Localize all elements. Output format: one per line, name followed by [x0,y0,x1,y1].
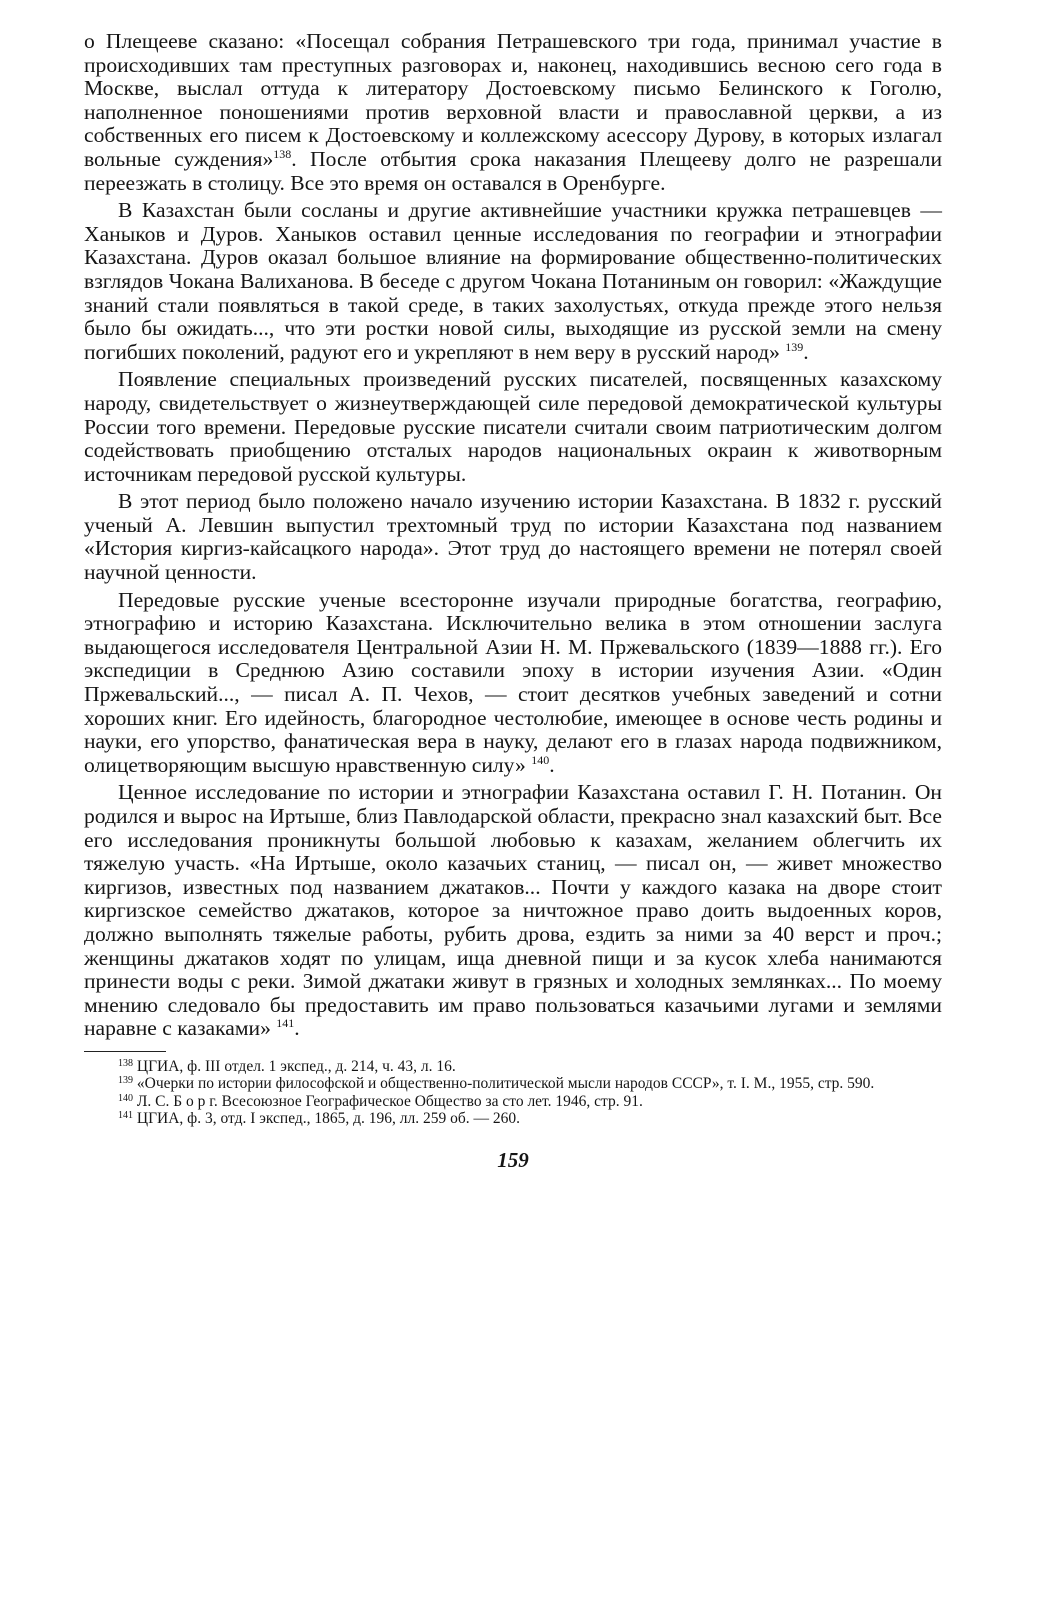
paragraph-text: В этот период было положено начало изучению истории Казахстана. В 1832 г. русский ученый А. Левшин выпустил трехтомный труд по истории Казахстана под названием «История киргиз-кайсацкого народа». Этот труд до настоящего времени не потерял своей научной ценности. [84,489,942,585]
paragraph-text: Передовые русские ученые всесторонне изучали природные богатства, географию, этнографию и историю Казахстана. Исключительно велика в этом отношении заслуга выдающегося исследователя Центральной Азии Н. М. Пржевальского (1839—1888 гг.). Его экспедиции в Среднюю Азию составили эпоху в истории изучения Азии. «Один Пржевальский..., — писал А. П. Чехов, — стоит десятков учебных заведений и сотни хороших книг. Его идейность, благородное честолюбие, имеющее в основе честь родины и науки, его упорство, фанатическая вера в науку, делают его в глазах народа подвижником, олицетворяющим высшую нравственную силу» [84,587,942,777]
footnote-ref: 139 [785,339,804,354]
footnote-text: ЦГИА, ф. III отдел. 1 экспед., д. 214, ч. 43, л. 16. [136,1057,456,1075]
footnote-text: ЦГИА, ф. 3, отд. I экспед., 1865, д. 196, лл. 259 об. — 260. [136,1110,521,1128]
paragraph-5 [84,589,942,778]
footnote-ref: 141 [276,1016,295,1031]
paragraph-tail: . [294,1016,300,1041]
footnote-text: «Очерки по истории философской и общественно-политической мысли народов СССР», т. I. М., 1955, стр. 590. [136,1075,875,1093]
paragraph-text: Появление специальных произведений русских писателей, посвященных казахскому народу, свидетельствует о жизнеутверждающей силе передовой демократической культуры России того времени. Передовые русские писатели считали своим патриотическим долгом содействовать приобщению отсталых народов национальных окраин к животворным источникам передовой русской культуры. [84,367,942,486]
paragraph-tail: . После отбытия срока наказания Плещееву долго не разрешали переезжать в столицу. Все это время он оставался в Оренбурге. [84,146,942,195]
footnote-number: 141 [118,1110,133,1122]
paragraph-3 [84,368,942,486]
paragraph-2 [84,199,942,364]
footnote-text: Л. С. Б о р г. Всесоюзное Географическое Общество за сто лет. 1946, стр. 91. [136,1092,643,1110]
paragraph-tail: . [549,752,555,777]
footnote-divider [84,1051,166,1052]
paragraph-6 [84,781,942,1041]
footnote-ref: 140 [531,752,550,767]
footnote-number: 140 [118,1092,133,1104]
footnote-number: 138 [118,1057,133,1069]
footnote-ref: 138 [273,146,292,161]
paragraph-4 [84,490,942,584]
paragraph-text: Ценное исследование по истории и этнографии Казахстана оставил Г. Н. Потанин. Он родился и вырос на Иртыше, близ Павлодарской области, прекрасно знал казахский быт. Все его исследования проникнуты большой любовью к казахам, желанием облегчить их тяжелую участь. «На Иртыше, около казачьих станиц, — писал он, — живет множество киргизов, известных под названием джатаков... Почти у каждого казака на дворе стоит киргизское семейство джатаков, которое за ничтожное право доить выдоенных коров, должно выполнять тяжелые работы, рубить дрова, ездить за ними за 40 верст и проч.; женщины джатаков ходят по улицам, ища дневной пищи и за кусок хлеба нанимаются принести воды с реки. Зимой джатаки живут в грязных и холодных землянках... По моему мнению следовало бы предоставить им право пользоваться казачьими лугами и землями наравне с казаками» [84,780,942,1041]
paragraph-1 [84,30,942,195]
book-page [84,30,942,1173]
paragraph-tail: . [803,339,809,364]
paragraph-text: В Казахстан были сосланы и другие активнейшие участники кружка петрашевцев — Ханыков и Дуров. Ханыков оставил ценные исследования по географии и этнографии Казахстана. Дуров оказал большое влияние на формирование общественно-политических взглядов Чокана Валиханова. В беседе с другом Чокана Потаниным он говорил: «Жаждущие знаний стали появляться в такой среде, в таких захолустьях, откуда прежде этого нельзя было бы ожидать..., что эти ростки новой силы, выходящие из русской земли на смену погибших поколений, радуют его и укрепляют в нем веру в русский народ» [84,198,942,364]
footnote-138 [84,1058,942,1076]
footnote-number: 139 [118,1075,133,1087]
paragraph-text: о Плещееве сказано: «Посещал собрания Петрашевского три года, принимал участие в происходивших там преступных разговорах и, наконец, находившись весною сего года в Москве, выслал оттуда к литератору Достоевскому письмо Белинского к Гоголю, наполненное понoшениями против верховной власти и православной церкви, а из собственных его писем к Достоевскому и коллежскому асессору Дурову, в которых излагал вольные суждения» [84,29,942,171]
footnote-140 [84,1093,942,1111]
footnote-139 [84,1075,942,1093]
page-number: 159 [497,1147,529,1172]
footnote-141 [84,1110,942,1128]
